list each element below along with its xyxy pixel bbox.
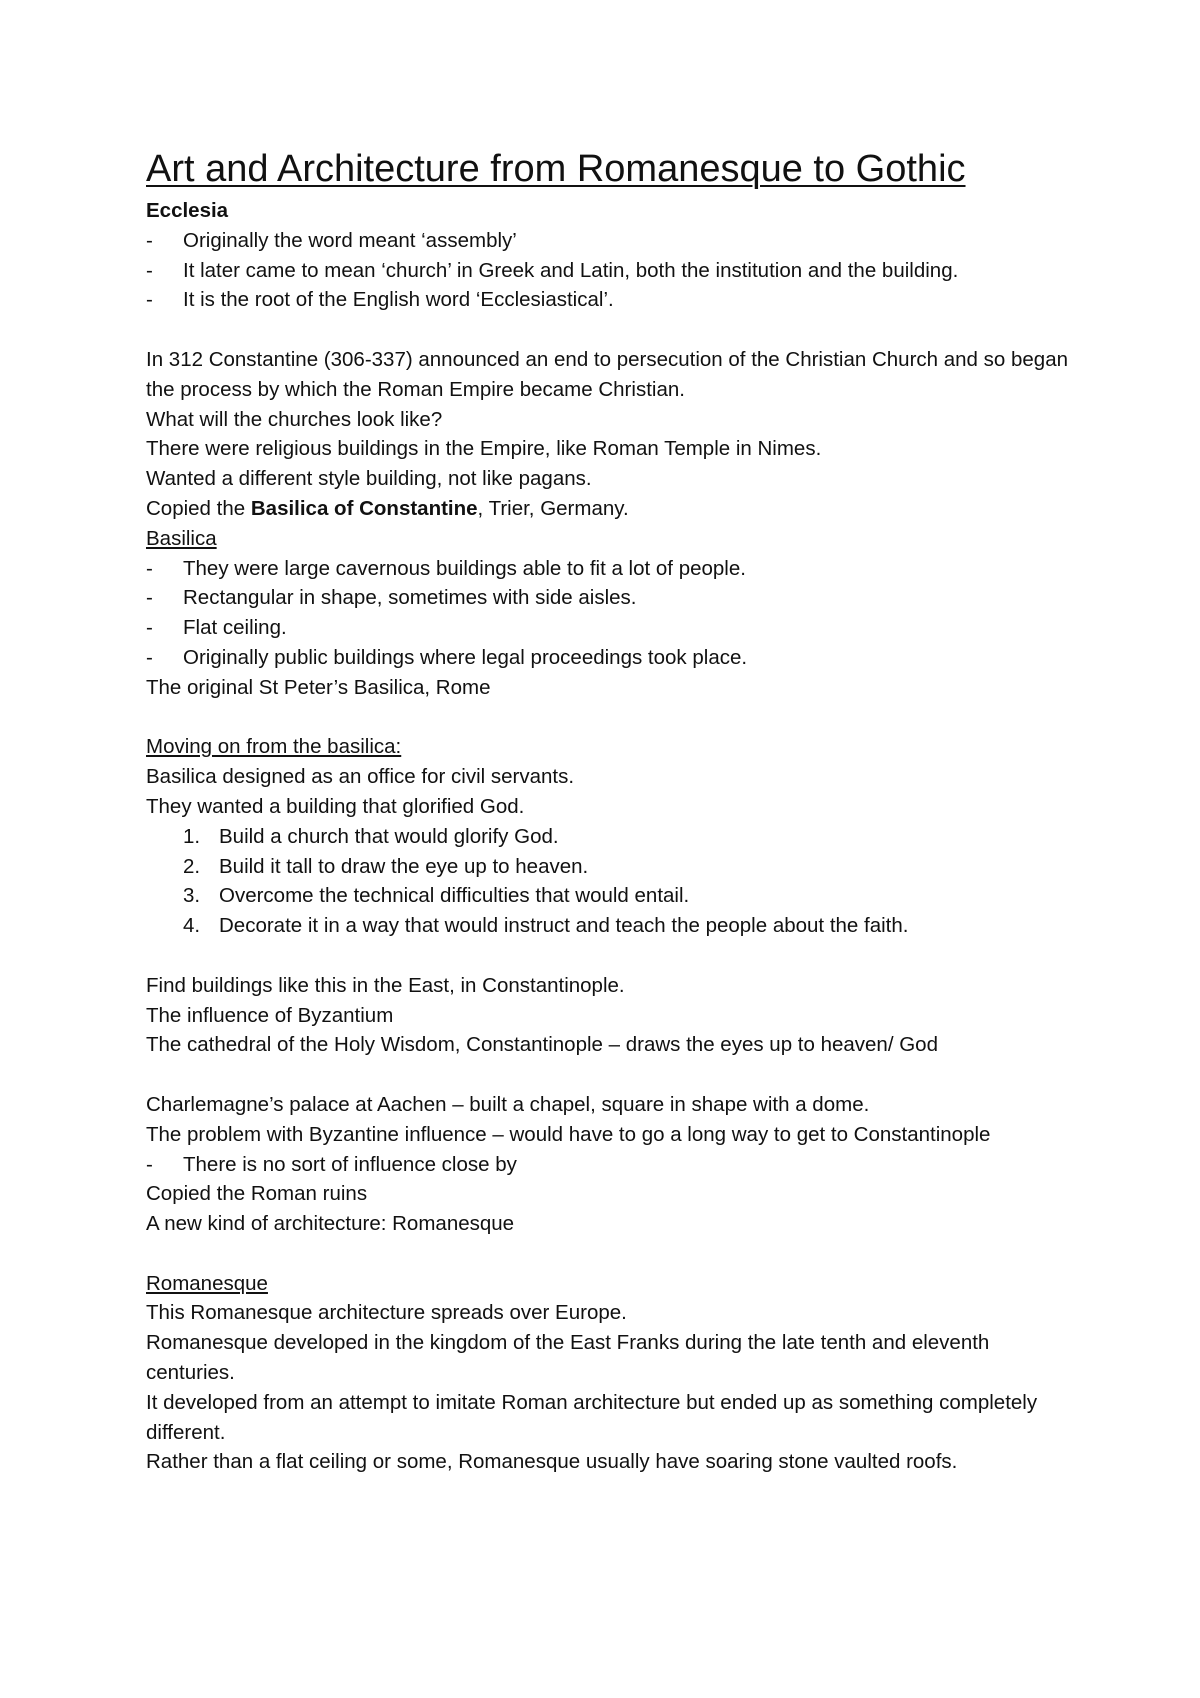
- paragraph-line: A new kind of architecture: Romanesque: [146, 1212, 515, 1236]
- moving-on-heading: Moving on from the basilica:: [146, 735, 402, 759]
- numbered-item: 1. Build a church that would glorify God.: [146, 822, 1076, 852]
- ecclesia-heading: Ecclesia: [146, 199, 229, 222]
- dash-marker: -: [146, 616, 153, 640]
- basilica-bullet: - Flat ceiling.: [146, 613, 1076, 643]
- paragraph-line: Romanesque developed in the kingdom of the East Franks during the late tenth and eleventh centuries.: [146, 1331, 990, 1385]
- paragraph-line: The problem with Byzantine influence – would have to go a long way to get to Constantinople: [146, 1122, 991, 1146]
- basilica-bullet: - Originally public buildings where legal proceedings took place.: [146, 643, 1076, 673]
- copied-basilica-line: Copied the Basilica of Constantine, Trier, Germany.: [146, 496, 629, 520]
- paragraph-line: In 312 Constantine (306-337) announced an end to persecution of the Christian Church and so began the process by which the Roman Empire became Christian.: [146, 347, 1068, 401]
- document-page: [146, 146, 1076, 1477]
- numbered-item: 4. Decorate it in a way that would instruct and teach the people about the faith.: [146, 911, 1076, 941]
- paragraph-line: What will the churches look like?: [146, 407, 443, 431]
- paragraph-line: Rather than a flat ceiling or some, Romanesque usually have soaring stone vaulted roofs.: [146, 1450, 958, 1474]
- ecclesia-bullet: - It is the root of the English word ‘Ecclesiastical’.: [146, 285, 1076, 315]
- paragraph-line: Find buildings like this in the East, in Constantinople.: [146, 973, 625, 997]
- basilica-bullet: - Rectangular in shape, sometimes with side aisles.: [146, 583, 1076, 613]
- paragraph-line: Charlemagne’s palace at Aachen – built a chapel, square in shape with a dome.: [146, 1092, 870, 1116]
- dash-marker: -: [146, 258, 153, 282]
- dash-marker: -: [146, 645, 153, 669]
- dash-marker: -: [146, 288, 153, 312]
- basilica-heading: Basilica: [146, 526, 217, 550]
- romanesque-heading: Romanesque: [146, 1271, 268, 1295]
- document-title: Art and Architecture from Romanesque to Gothic: [146, 148, 966, 190]
- ecclesia-bullet: - It later came to mean ‘church’ in Greek and Latin, both the institution and the building.: [146, 256, 1076, 286]
- list-number: 1.: [183, 824, 201, 848]
- paragraph-line: There were religious buildings in the Empire, like Roman Temple in Nimes.: [146, 437, 822, 461]
- spacer: [146, 315, 1076, 345]
- paragraph-line: It developed from an attempt to imitate Roman architecture but ended up as something completely different.: [146, 1390, 1038, 1444]
- dash-marker: -: [146, 228, 153, 252]
- spacer: [146, 1060, 1076, 1090]
- paragraph-line: They wanted a building that glorified God.: [146, 794, 525, 818]
- paragraph-line: The cathedral of the Holy Wisdom, Constantinople – draws the eyes up to heaven/ God: [146, 1033, 938, 1057]
- spacer: [146, 941, 1076, 971]
- basilica-bullet: - They were large cavernous buildings able to fit a lot of people.: [146, 554, 1076, 584]
- basilica-of-constantine: Basilica of Constantine: [250, 496, 478, 520]
- paragraph-line: The influence of Byzantium: [146, 1003, 394, 1027]
- paragraph-line: Copied the Roman ruins: [146, 1182, 368, 1206]
- spacer: [146, 703, 1076, 733]
- numbered-item: 2. Build it tall to draw the eye up to heaven.: [146, 852, 1076, 882]
- dash-marker: -: [146, 556, 153, 580]
- dash-marker: -: [146, 1152, 153, 1176]
- paragraph-line: This Romanesque architecture spreads over Europe.: [146, 1301, 627, 1325]
- ecclesia-bullet: - Originally the word meant ‘assembly’: [146, 226, 1076, 256]
- dash-marker: -: [146, 586, 153, 610]
- paragraph-line: Basilica designed as an office for civil servants.: [146, 765, 575, 789]
- list-number: 2.: [183, 854, 201, 878]
- paragraph-line: The original St Peter’s Basilica, Rome: [146, 675, 491, 699]
- charlemagne-bullet: - There is no sort of influence close by: [146, 1150, 1076, 1180]
- paragraph-line: Wanted a different style building, not like pagans.: [146, 467, 592, 491]
- list-number: 3.: [183, 884, 201, 908]
- numbered-item: 3. Overcome the technical difficulties that would entail.: [146, 881, 1076, 911]
- spacer: [146, 1239, 1076, 1269]
- list-number: 4.: [183, 914, 201, 938]
